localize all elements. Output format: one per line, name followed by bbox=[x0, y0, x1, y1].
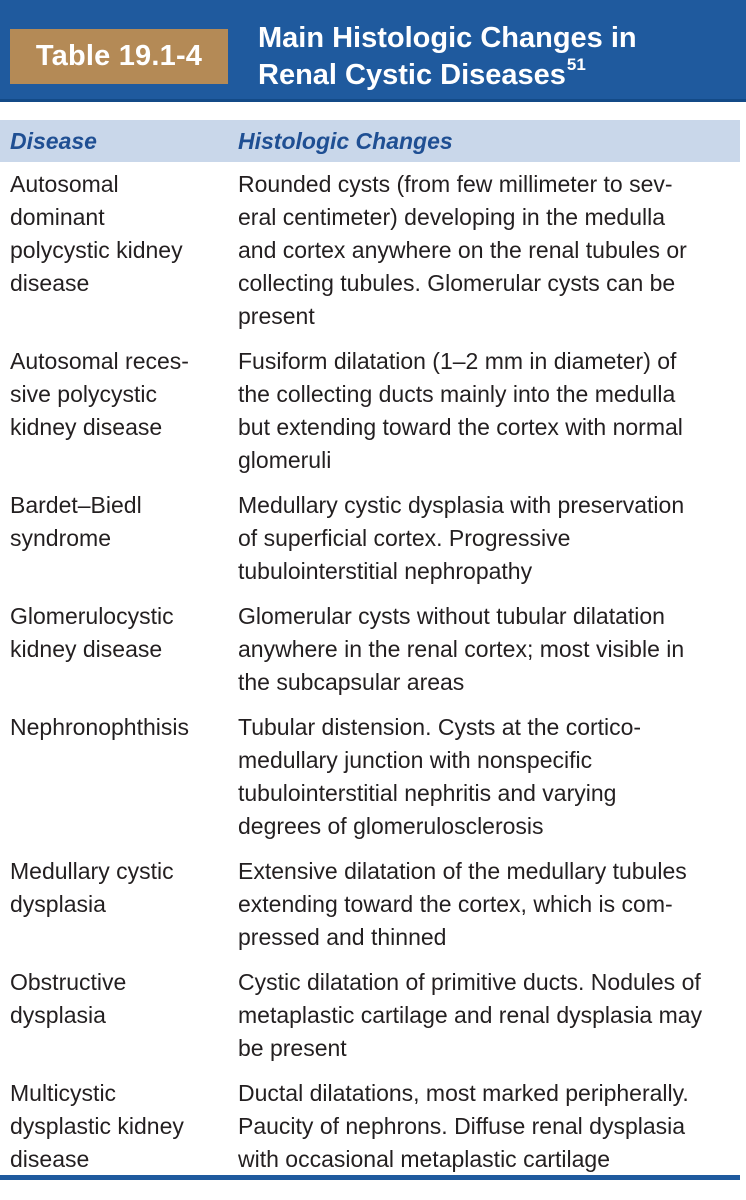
histologic-changes-line: of superficial cortex. Progressive bbox=[238, 525, 571, 551]
histologic-changes-line: Ductal dilatations, most marked peripherally. bbox=[238, 1080, 689, 1106]
histologic-changes-cell bbox=[238, 855, 733, 954]
disease-line: Obstructive bbox=[10, 969, 127, 995]
histologic-changes-line: extending toward the cortex, which is com- bbox=[238, 891, 673, 917]
histologic-changes-line: Medullary cystic dysplasia with preservation bbox=[238, 492, 685, 518]
disease-line: dominant bbox=[10, 204, 105, 230]
disease-line: kidney disease bbox=[10, 636, 163, 662]
disease-cell bbox=[0, 489, 228, 588]
table-row bbox=[0, 489, 746, 588]
table-row bbox=[0, 600, 746, 699]
disease-cell bbox=[0, 1077, 228, 1176]
table-number-label: Table 19.1-4 bbox=[10, 29, 228, 84]
disease-line: dysplasia bbox=[10, 891, 106, 917]
table-title-line-2 bbox=[258, 57, 738, 94]
histologic-changes-line: collecting tubules. Glomerular cysts can be bbox=[238, 270, 676, 296]
histologic-changes-line: but extending toward the cortex with normal bbox=[238, 414, 683, 440]
table-row bbox=[0, 711, 746, 843]
histologic-changes-line: anywhere in the renal cortex; most visible in bbox=[238, 636, 685, 662]
histologic-changes-cell bbox=[238, 489, 733, 588]
table-row bbox=[0, 855, 746, 954]
disease-line: sive polycystic bbox=[10, 381, 157, 407]
disease-line: Glomerulocystic bbox=[10, 603, 174, 629]
disease-cell bbox=[0, 600, 228, 699]
disease-line: polycystic kidney bbox=[10, 237, 183, 263]
disease-line: disease bbox=[10, 1146, 90, 1172]
histologic-changes-line: the collecting ducts mainly into the medulla bbox=[238, 381, 676, 407]
histologic-changes-cell bbox=[238, 168, 733, 333]
histologic-changes-line: tubulointerstitial nephritis and varying bbox=[238, 780, 617, 806]
histologic-changes-line: with occasional metaplastic cartilage bbox=[238, 1146, 611, 1172]
table-header-band bbox=[0, 0, 746, 102]
histologic-changes-line: present bbox=[238, 303, 315, 329]
table-title-reference: 51 bbox=[566, 55, 586, 75]
histologic-changes-cell bbox=[238, 600, 733, 699]
table-row bbox=[0, 168, 746, 333]
histologic-changes-cell bbox=[238, 345, 733, 477]
disease-cell bbox=[0, 345, 228, 477]
histologic-changes-line: eral centimeter) developing in the medulla bbox=[238, 204, 666, 230]
column-header-row bbox=[0, 120, 740, 162]
table-title-line-1: Main Histologic Changes in bbox=[258, 22, 637, 54]
table-bottom-rule bbox=[0, 1175, 740, 1180]
histologic-changes-line: Paucity of nephrons. Diffuse renal dysplasia bbox=[238, 1113, 686, 1139]
disease-line: Bardet–Biedl bbox=[10, 492, 142, 518]
table-row bbox=[0, 1077, 746, 1176]
histologic-changes-line: glomeruli bbox=[238, 447, 332, 473]
histologic-changes-line: metaplastic cartilage and renal dysplasia may bbox=[238, 1002, 703, 1028]
disease-line: Medullary cystic bbox=[10, 858, 174, 884]
histologic-changes-line: and cortex anywhere on the renal tubules or bbox=[238, 237, 687, 263]
disease-line: Multicystic bbox=[10, 1080, 117, 1106]
disease-line: Nephronophthisis bbox=[10, 714, 190, 740]
histologic-changes-line: Rounded cysts (from few millimeter to sev- bbox=[238, 171, 673, 197]
histologic-changes-line: degrees of glomerulosclerosis bbox=[238, 813, 544, 839]
disease-line: kidney disease bbox=[10, 414, 163, 440]
histologic-changes-cell bbox=[238, 966, 733, 1065]
disease-line: disease bbox=[10, 270, 90, 296]
histologic-changes-line: Extensive dilatation of the medullary tubules bbox=[238, 858, 687, 884]
histologic-changes-line: Glomerular cysts without tubular dilatation bbox=[238, 603, 665, 629]
histologic-changes-line: tubulointerstitial nephropathy bbox=[238, 558, 533, 584]
disease-line: dysplastic kidney bbox=[10, 1113, 184, 1139]
disease-cell bbox=[0, 855, 228, 954]
disease-line: Autosomal bbox=[10, 171, 119, 197]
histologic-changes-line: medullary junction with nonspecific bbox=[238, 747, 593, 773]
column-header-histologic-changes: Histologic Changes bbox=[238, 128, 453, 154]
table-title-line-2-text: Renal Cystic Diseases bbox=[258, 59, 566, 91]
table-title bbox=[258, 20, 738, 94]
disease-line: Autosomal reces- bbox=[10, 348, 189, 374]
histologic-changes-line: pressed and thinned bbox=[238, 924, 447, 950]
histologic-changes-line: Fusiform dilatation (1–2 mm in diameter) of bbox=[238, 348, 677, 374]
histologic-changes-line: the subcapsular areas bbox=[238, 669, 465, 695]
table-body bbox=[0, 168, 746, 1188]
disease-line: dysplasia bbox=[10, 1002, 106, 1028]
histologic-changes-cell bbox=[238, 1077, 733, 1176]
disease-line: syndrome bbox=[10, 525, 111, 551]
column-header-disease: Disease bbox=[10, 128, 97, 154]
histologic-changes-line: Tubular distension. Cysts at the cortico- bbox=[238, 714, 642, 740]
table-row bbox=[0, 345, 746, 477]
disease-cell bbox=[0, 168, 228, 333]
disease-cell bbox=[0, 711, 228, 843]
table-row bbox=[0, 966, 746, 1065]
disease-cell bbox=[0, 966, 228, 1065]
histologic-changes-cell bbox=[238, 711, 733, 843]
histologic-changes-line: Cystic dilatation of primitive ducts. Nodules of bbox=[238, 969, 701, 995]
histologic-changes-line: be present bbox=[238, 1035, 347, 1061]
